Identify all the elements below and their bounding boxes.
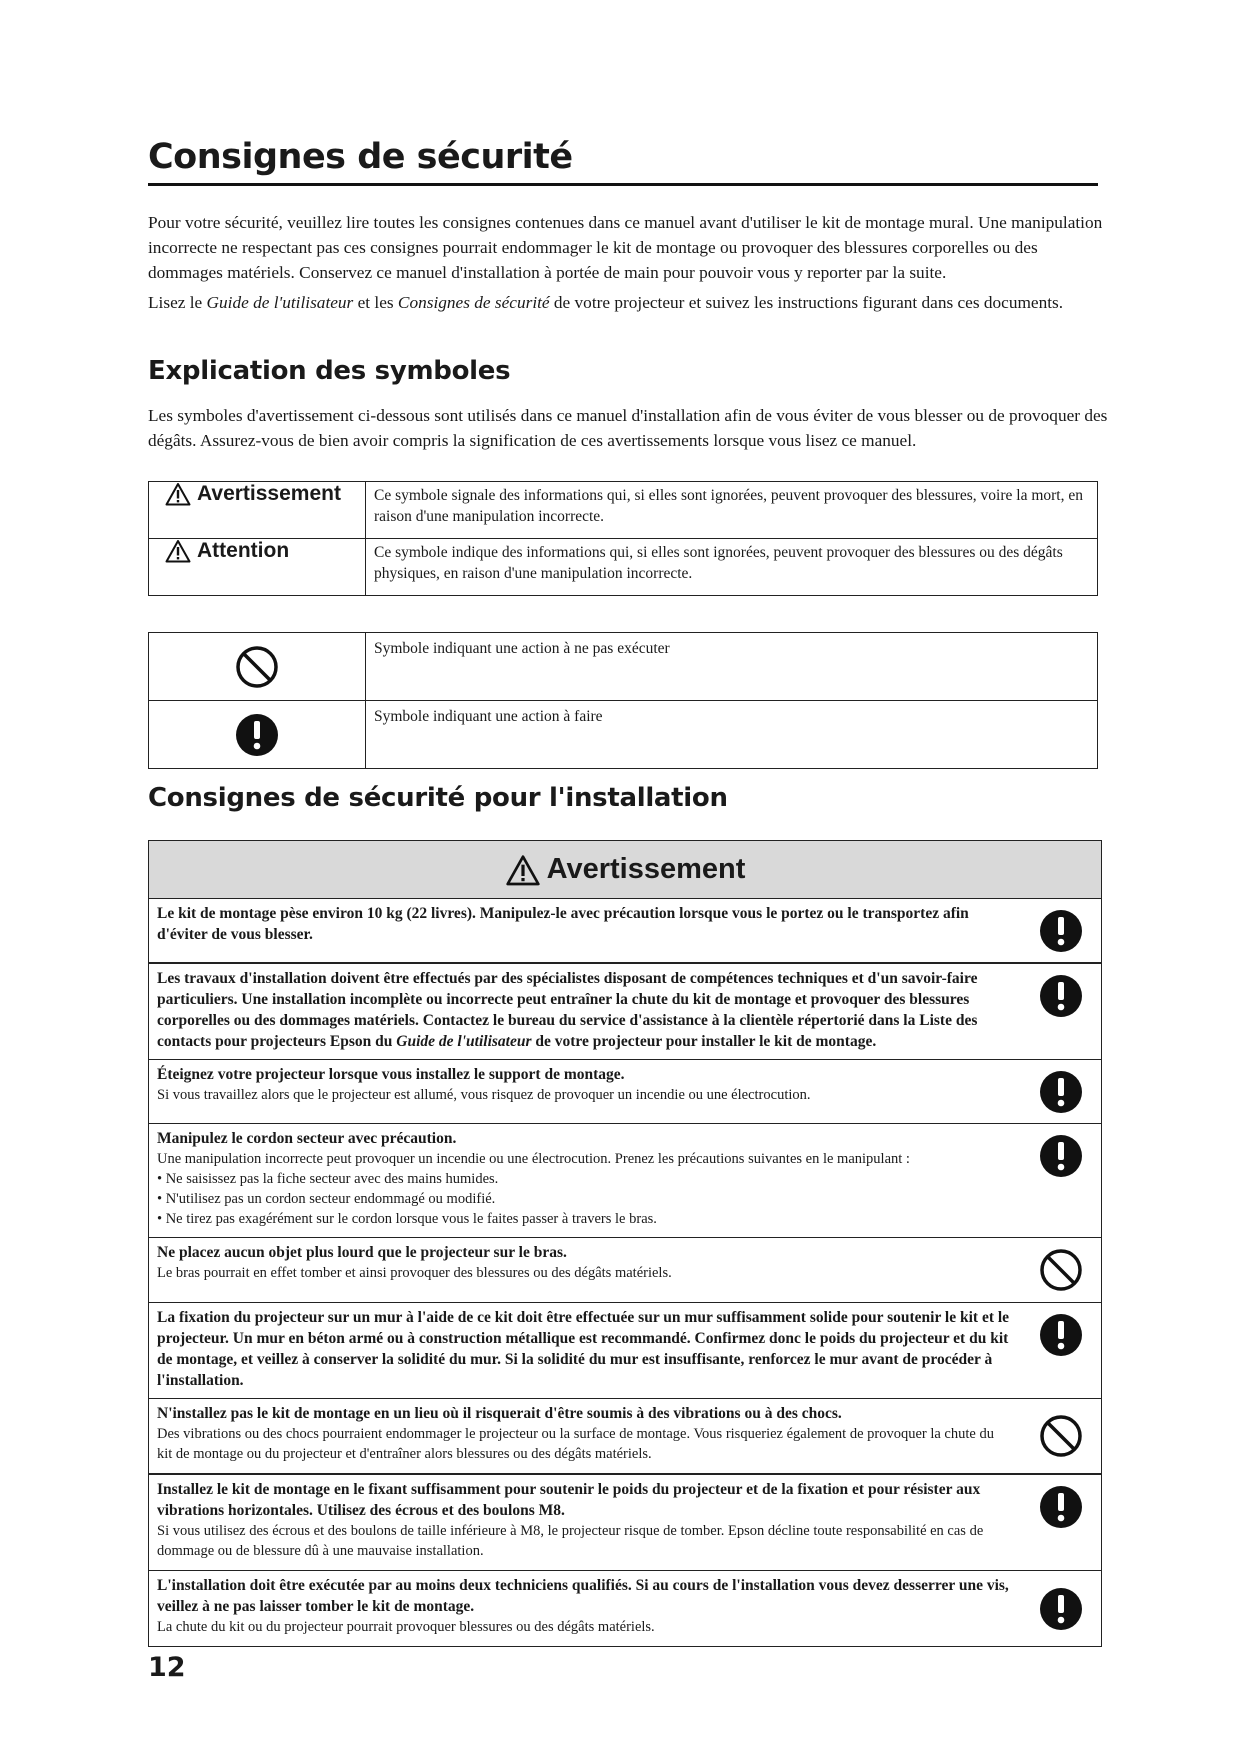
warning-triangle-icon	[505, 854, 541, 886]
symbols-heading: Explication des symboles	[148, 356, 511, 386]
attention-label: Attention	[149, 539, 365, 563]
mandatory-action-icon	[1039, 1587, 1083, 1631]
warning-item: Le kit de montage pèse environ 10 kg (22 livres). Manipulez-le avec précaution lorsque vous le portez ou le transportez afin d'éviter de vous blesser.	[149, 898, 1101, 962]
warning-triangle-icon	[165, 482, 191, 506]
warning-levels-table	[148, 481, 1098, 596]
page-title: Consignes de sécurité	[148, 135, 1098, 186]
mandatory-action-icon	[1039, 1134, 1083, 1178]
warning-item: Ne placez aucun objet plus lourd que le projecteur sur le bras. Le bras pourrait en effet tomber et ainsi provoquer des blessures ou des dégâts matériels.	[149, 1237, 1101, 1302]
action-symbols-table	[148, 632, 1098, 769]
mandatory-action-icon	[1039, 1070, 1083, 1114]
installation-heading: Consignes de sécurité pour l'installation	[148, 783, 728, 813]
mandatory-action-icon	[1039, 974, 1083, 1018]
warning-item: Installez le kit de montage en le fixant suffisamment pour soutenir le poids du projecteur et de la fixation et pour résister aux vibrations horizontales. Utilisez des écrous et des boulons M8. Si vous utilisez des écrous et des boulons de taille inférieure à M8, le projecteur risque de tomber. Epson décline toute responsabilité en cas de dommage ou de blessure dû à une mauvaise installation.	[149, 1473, 1101, 1570]
intro-paragraph: Pour votre sécurité, veuillez lire toutes les consignes contenues dans ce manuel avant d'utiliser le kit de montage mural. Une manipulation incorrecte ne respectant pas ces consignes pourrait endommager le kit de montage ou provoquer des blessures corporelles ou des dommages matériels. Conservez ce manuel d'installation à portée de main pour pouvoir vous y reporter par la suite.	[148, 213, 1103, 282]
warning-item: Les travaux d'installation doivent être effectués par des spécialistes disposant de compétences techniques et d'un savoir-faire particuliers. Une installation incomplète ou incorrecte peut entraîner la chute du kit de montage et provoquer des blessures corporelles ou des dommages matériels. Contactez le bureau du service d'assistance à la clientèle répertorié dans la Liste des contacts pour projecteurs Epson du Guide de l'utilisateur de votre projecteur pour installer le kit de montage.	[149, 962, 1101, 1059]
attention-description: Ce symbole indique des informations qui, si elles sont ignorées, peuvent provoquer des blessures ou des dégâts physiques, en raison d'une manipulation incorrecte.	[374, 544, 1063, 582]
prohibition-icon	[1039, 1414, 1083, 1458]
prohibition-icon	[235, 645, 279, 689]
page-number: 12	[148, 1652, 186, 1683]
warning-triangle-icon	[165, 539, 191, 563]
warning-item: L'installation doit être exécutée par au moins deux techniciens qualifiés. Si au cours de l'installation vous devez desserrer une vis, veillez à ne pas laisser tomber le kit de montage. La chute du kit ou du projecteur pourrait provoquer blessures ou des dégâts matériels.	[149, 1570, 1101, 1646]
mandatory-action-icon	[235, 713, 279, 757]
list-item: • N'utilisez pas un cordon secteur endommagé ou modifié.	[157, 1191, 496, 1207]
mandatory-action-icon	[1039, 1485, 1083, 1529]
installation-warning-box	[148, 840, 1102, 1647]
mandatory-description: Symbole indiquant une action à faire	[374, 708, 603, 725]
avertissement-description: Ce symbole signale des informations qui, si elles sont ignorées, peuvent provoquer des blessures, voire la mort, en raison d'une manipulation incorrecte.	[374, 487, 1083, 525]
mandatory-action-icon	[1039, 909, 1083, 953]
list-item: • Ne saisissez pas la fiche secteur avec des mains humides.	[157, 1171, 499, 1187]
avertissement-label: Avertissement	[149, 482, 365, 506]
prohibition-icon	[1039, 1248, 1083, 1292]
symbols-intro: Les symboles d'avertissement ci-dessous sont utilisés dans ce manuel d'installation afin de vous éviter de vous blesser ou de provoquer des dégâts. Assurez-vous de bien avoir compris la signification de ces avertissements lorsque vous lisez ce manuel.	[148, 406, 1108, 450]
warning-item: Éteignez votre projecteur lorsque vous installez le support de montage. Si vous travaillez alors que le projecteur est allumé, vous risquez de provoquer un incendie ou une électrocution.	[149, 1059, 1101, 1123]
warning-box-header: Avertissement	[149, 841, 1101, 898]
warning-item: N'installez pas le kit de montage en un lieu où il risquerait d'être soumis à des vibrations ou à des chocs. Des vibrations ou des chocs pourraient endommager le projecteur ou la surface de montage. Vous risqueriez également de provoquer la chute du kit de montage ou du projecteur et d'entraîner alors blessures ou des dégâts matériels.	[149, 1398, 1101, 1473]
list-item: • Ne tirez pas exagérément sur le cordon lorsque vous le faites passer à travers le bras.	[157, 1211, 657, 1227]
intro-reference-paragraph: Lisez le Guide de l'utilisateur et les Consignes de sécurité de votre projecteur et suivez les instructions figurant dans ces documents.	[148, 293, 1064, 312]
warning-item: Manipulez le cordon secteur avec précaution. Une manipulation incorrecte peut provoquer un incendie ou une électrocution. Prenez les précautions suivantes en le manipulant : • Ne saisissez pas la fiche secteur avec des mains humides. • N'utilisez pas un cordon secteur endommagé ou modifié. • Ne tirez pas exagérément sur le cordon lorsque vous le faites passer à travers le bras.	[149, 1123, 1101, 1237]
prohibition-description: Symbole indiquant une action à ne pas exécuter	[374, 640, 670, 657]
warning-item: La fixation du projecteur sur un mur à l'aide de ce kit doit être effectuée sur un mur suffisamment solide pour soutenir le kit et le projecteur. Un mur en béton armé ou à construction métallique est recommandé. Confirmez donc le poids du projecteur et du kit de montage, et veillez à conserver la solidité du mur. Si la solidité du mur est insuffisante, renforcez le mur avant de procéder à l'installation.	[149, 1302, 1101, 1398]
mandatory-action-icon	[1039, 1313, 1083, 1357]
